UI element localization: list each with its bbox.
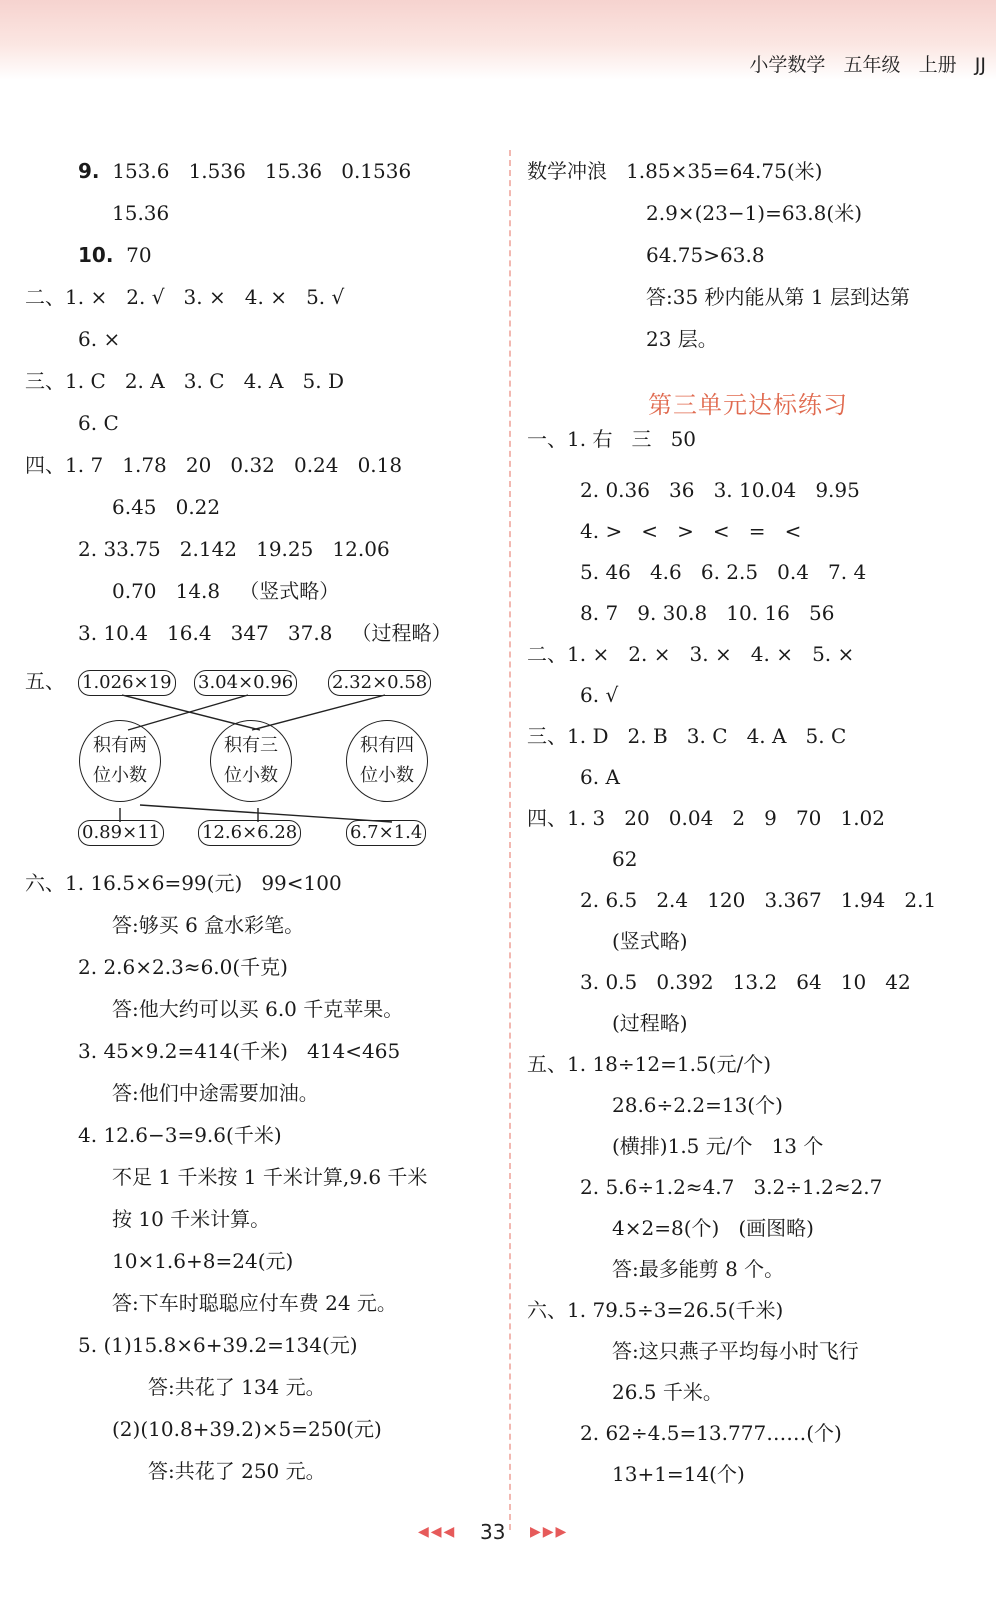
answer-line: 四、1. 3 20 0.04 2 9 70 1.02: [527, 806, 886, 830]
circle-label: 位小数: [360, 765, 414, 786]
answer-line: 一、1. 右 三 50: [527, 427, 697, 451]
circle-label: 位小数: [224, 765, 278, 786]
next-page-arrows-icon: ▶▶▶: [530, 1524, 569, 1540]
answer-line: 3. 10.4 16.4 347 37.8 （过程略）: [78, 621, 452, 645]
answer-line: (2)(10.8+39.2)×5=250(元): [112, 1417, 382, 1441]
answer-line: 五、1. 18÷12=1.5(元/个): [527, 1052, 772, 1076]
answer-line: 2. 2.6×2.3≈6.0(千克): [78, 955, 288, 979]
answer-line: (竖式略): [612, 929, 688, 953]
answer-line: 2. 6.5 2.4 120 3.367 1.94 2.1: [580, 888, 937, 912]
item-number: 10.: [78, 243, 114, 267]
answer-line: 6. ×: [78, 327, 121, 351]
expression-box: 1.026×19: [78, 670, 176, 696]
answer-text: 153.6 1.536 15.36 0.1536: [112, 159, 412, 183]
prev-page-arrows-icon: ◀◀◀: [418, 1524, 457, 1540]
answer-line: 6. √: [580, 683, 619, 707]
answer-line: 答:最多能剪 8 个。: [612, 1257, 785, 1281]
answer-line: 62: [612, 847, 638, 871]
answer-line: 23 层。: [646, 327, 718, 351]
answer-line: 2. 0.36 36 3. 10.04 9.95: [580, 478, 860, 502]
answer-line: 数学冲浪 1.85×35=64.75(米): [527, 159, 823, 183]
answer-line: 0.70 14.8 （竖式略）: [112, 579, 340, 603]
answer-line: 二、1. × 2. × 3. × 4. × 5. ×: [527, 642, 855, 666]
item-number: 9.: [78, 159, 100, 183]
answer-line: 三、1. C 2. A 3. C 4. A 5. D: [25, 369, 345, 393]
expression-box: 0.89×11: [78, 820, 164, 846]
answer-line: 2. 33.75 2.142 19.25 12.06: [78, 537, 390, 561]
answer-line: 答:这只燕子平均每小时飞行: [612, 1339, 859, 1363]
answer-line: 六、1. 79.5÷3=26.5(千米): [527, 1298, 784, 1322]
circle-label: 位小数: [93, 765, 147, 786]
answer-line: 5. 46 4.6 6. 2.5 0.4 7. 4: [580, 560, 867, 584]
expression-box: 6.7×1.4: [346, 820, 426, 846]
answer-line: 5. (1)15.8×6+39.2=134(元): [78, 1333, 358, 1357]
answer-line: 答:共花了 250 元。: [148, 1459, 326, 1483]
answer-line: 六、1. 16.5×6=99(元) 99<100: [25, 871, 342, 895]
answer-line: 答:他大约可以买 6.0 千克苹果。: [112, 997, 404, 1021]
answer-line: 不足 1 千米按 1 千米计算,9.6 千米: [112, 1165, 428, 1189]
answer-line: 答:35 秒内能从第 1 层到达第: [646, 285, 910, 309]
answer-line: 五、: [25, 669, 65, 693]
section-title: 第三单元达标练习: [648, 391, 848, 419]
answer-line: 按 10 千米计算。: [112, 1207, 271, 1231]
circle-label: 积有两: [93, 735, 147, 756]
answer-line: 答:下车时聪聪应付车费 24 元。: [112, 1291, 397, 1315]
answer-line: 答:共花了 134 元。: [148, 1375, 326, 1399]
answer-line: 3. 45×9.2=414(千米) 414<465: [78, 1039, 401, 1063]
circle-label: 积有三: [224, 735, 278, 756]
answer-line: 28.6÷2.2=13(个): [612, 1093, 783, 1117]
book-header: 小学数学 五年级 上册 JJ: [749, 54, 986, 76]
answer-line: 答:他们中途需要加油。: [112, 1081, 319, 1105]
answer-line: 8. 7 9. 30.8 10. 16 56: [580, 601, 835, 625]
expression-box: 12.6×6.28: [198, 820, 301, 846]
category-circle: [210, 720, 292, 802]
answer-line: (横排)1.5 元/个 13 个: [612, 1134, 824, 1158]
answer-text: 70: [126, 243, 152, 267]
answer-line: 2.9×(23−1)=63.8(米): [646, 201, 862, 225]
answer-line: 10×1.6+8=24(元): [112, 1249, 294, 1273]
expression-box: 2.32×0.58: [328, 670, 431, 696]
answer-line: 2. 5.6÷1.2≈4.7 3.2÷1.2≈2.7: [580, 1175, 883, 1199]
expression-box: 3.04×0.96: [194, 670, 297, 696]
answer-line: 2. 62÷4.5=13.777……(个): [580, 1421, 842, 1445]
page-number: 33: [480, 1520, 506, 1544]
category-circle: [346, 720, 428, 802]
answer-line: (过程略): [612, 1011, 688, 1035]
answer-line: 答:够买 6 盒水彩笔。: [112, 913, 305, 937]
answer-line: 64.75>63.8: [646, 243, 765, 267]
circle-label: 积有四: [360, 735, 414, 756]
answer-line: 6. A: [580, 765, 620, 789]
answer-line: 26.5 千米。: [612, 1380, 723, 1404]
answer-line: 四、1. 7 1.78 20 0.32 0.24 0.18: [25, 453, 403, 477]
answer-line: 6.45 0.22: [112, 495, 221, 519]
answer-line: 6. C: [78, 411, 119, 435]
answer-line: 15.36: [112, 201, 170, 225]
answer-line: 三、1. D 2. B 3. C 4. A 5. C: [527, 724, 847, 748]
answer-line: 二、1. × 2. √ 3. × 4. × 5. √: [25, 285, 345, 309]
answer-line: 13+1=14(个): [612, 1462, 745, 1486]
answer-line: 4. > < > < = <: [580, 519, 802, 543]
answer-line: 4×2=8(个) (画图略): [612, 1216, 814, 1240]
answer-line: 3. 0.5 0.392 13.2 64 10 42: [580, 970, 911, 994]
category-circle: [79, 720, 161, 802]
answer-line: 4. 12.6−3=9.6(千米): [78, 1123, 282, 1147]
